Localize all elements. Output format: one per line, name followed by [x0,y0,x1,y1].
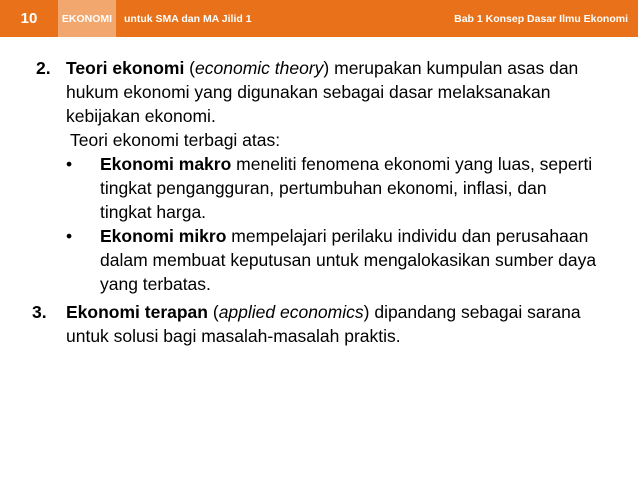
bullet-symbol: • [66,154,73,174]
item-term-english: applied economics [218,302,364,322]
bullet-item-micro [66,224,598,296]
item-term: Teori ekonomi [66,58,185,78]
bullet-term: Ekonomi mikro [100,226,227,246]
list-item-2 [0,56,638,296]
item-definition [66,56,598,128]
paren-open: ( [184,58,196,78]
bullet-text: meneliti fenomena ekonomi yang luas, seperti tingkat pengangguran, pertumbuhan ekonomi, inflasi, dan tingkat harga. [100,154,593,222]
item-definition-text: ) dipandang sebagai sarana untuk solusi bagi masalah-masalah praktis. [66,302,581,346]
chapter-title: Bab 1 Konsep Dasar Ilmu Ekonomi [454,12,628,25]
paren-open: ( [207,302,219,322]
page-number: 10 [20,10,38,27]
list-item-3 [0,300,638,348]
bullet-text: mempelajari perilaku individu dan perusahaan dalam membuat keputusan untuk mengalokasikan sumber daya yang terbatas. [100,226,597,294]
bullet-term: Ekonomi makro [100,154,232,174]
bullet-symbol: • [66,226,73,246]
item-definition [66,300,598,348]
bullet-list [66,152,598,296]
bullet-item-macro [66,152,598,224]
item-definition-text: ) merupakan kumpulan asas dan hukum ekonomi yang digunakan sebagai dasar melaksanakan kebijakan ekonomi. [66,58,579,126]
subject-tag: EKONOMI [58,0,116,37]
sub-intro: Teori ekonomi terbagi atas: [70,130,281,150]
item-number: 2. [36,58,51,78]
item-term-english: economic theory [195,58,324,78]
book-title: untuk SMA dan MA Jilid 1 [124,12,252,25]
item-number: 3. [32,302,47,322]
page-content [0,56,638,348]
page-header [0,0,638,37]
item-term: Ekonomi terapan [66,302,208,322]
